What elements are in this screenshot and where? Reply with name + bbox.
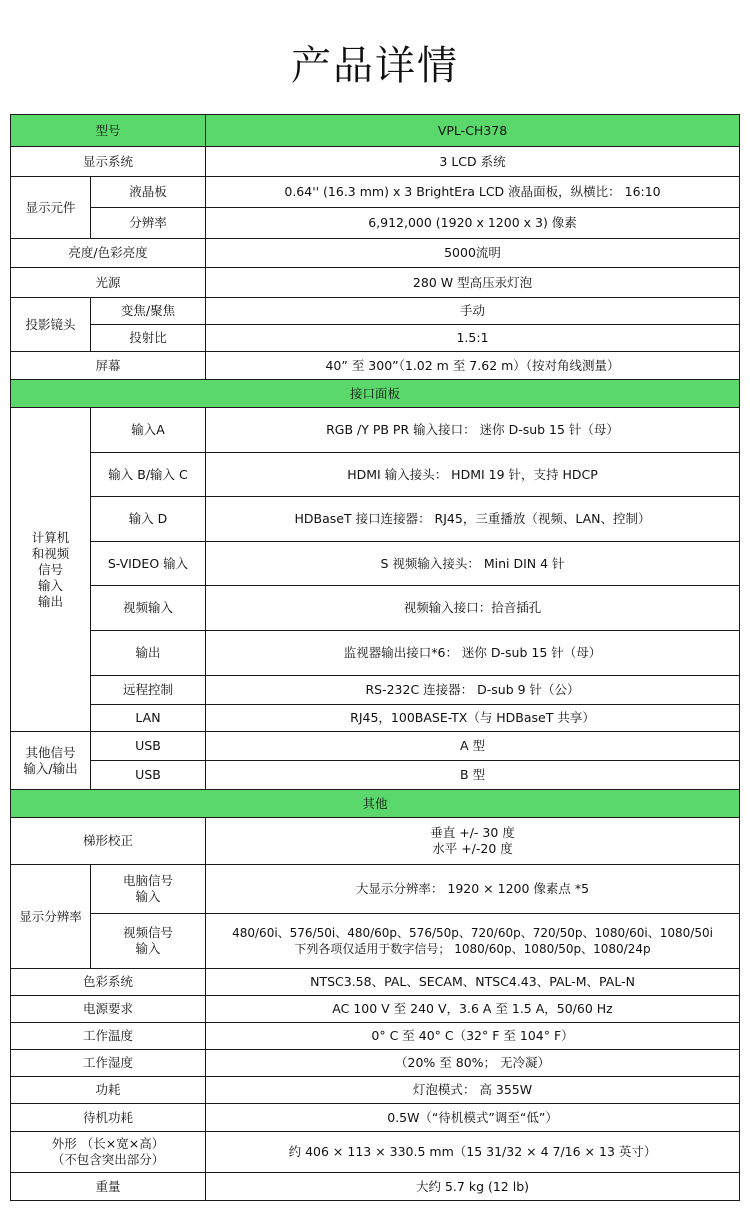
group-label: 计算机 和视频 信号 输入 输出 bbox=[11, 408, 91, 732]
row-label: LAN bbox=[91, 705, 206, 732]
row-label: 投射比 bbox=[91, 325, 206, 352]
table-row bbox=[11, 732, 740, 761]
table-row bbox=[11, 1132, 740, 1173]
table-row bbox=[11, 208, 740, 239]
table-row bbox=[11, 177, 740, 208]
row-label: 输出 bbox=[91, 631, 206, 676]
page-title: 产品详情 bbox=[291, 43, 459, 89]
row-label: 远程控制 bbox=[91, 676, 206, 705]
table-row bbox=[11, 352, 740, 380]
row-value: （20% 至 80%； 无冷凝） bbox=[206, 1050, 740, 1077]
table-row bbox=[11, 325, 740, 352]
row-value: 5000流明 bbox=[206, 239, 740, 268]
table-row bbox=[11, 631, 740, 676]
row-value: 垂直 +/- 30 度 水平 +/-20 度 bbox=[206, 818, 740, 865]
row-value: 手动 bbox=[206, 298, 740, 325]
row-label: 电脑信号 输入 bbox=[91, 865, 206, 914]
row-label: 待机功耗 bbox=[11, 1104, 206, 1132]
row-value: 6,912,000 (1920 x 1200 x 3) 像素 bbox=[206, 208, 740, 239]
row-label: 屏幕 bbox=[11, 352, 206, 380]
row-label: USB bbox=[91, 732, 206, 761]
row-label: 视频信号 输入 bbox=[91, 914, 206, 969]
section-header-interface bbox=[11, 380, 740, 408]
table-row bbox=[11, 996, 740, 1023]
table-row bbox=[11, 676, 740, 705]
group-label: 显示元件 bbox=[11, 177, 91, 239]
table-row bbox=[11, 969, 740, 996]
table-row bbox=[11, 914, 740, 969]
row-value: 3 LCD 系统 bbox=[206, 147, 740, 177]
group-label: 投影镜头 bbox=[11, 298, 91, 352]
row-label: 电源要求 bbox=[11, 996, 206, 1023]
row-label: 变焦/聚焦 bbox=[91, 298, 206, 325]
row-label: S-VIDEO 输入 bbox=[91, 542, 206, 586]
row-value: HDMI 输入接头： HDMI 19 针，支持 HDCP bbox=[206, 453, 740, 497]
table-row bbox=[11, 1173, 740, 1201]
row-label: 外形 （长×宽×高） （不包含突出部分） bbox=[11, 1132, 206, 1173]
row-value: HDBaseT 接口连接器： RJ45，三重播放（视频、LAN、控制） bbox=[206, 497, 740, 542]
row-label: 输入 B/输入 C bbox=[91, 453, 206, 497]
row-value: 0.5W（“待机模式”调至“低”） bbox=[206, 1104, 740, 1132]
row-label: 重量 bbox=[11, 1173, 206, 1201]
table-row bbox=[11, 586, 740, 631]
row-value: A 型 bbox=[206, 732, 740, 761]
model-label: 型号 bbox=[11, 115, 206, 147]
row-value: 0° C 至 40° C（32° F 至 104° F） bbox=[206, 1023, 740, 1050]
row-label: 分辨率 bbox=[91, 208, 206, 239]
row-value: 40” 至 300”（1.02 m 至 7.62 m）（按对角线测量） bbox=[206, 352, 740, 380]
row-label: 输入 D bbox=[91, 497, 206, 542]
table-row bbox=[11, 239, 740, 268]
section-title: 其他 bbox=[11, 790, 740, 818]
row-label: 液晶板 bbox=[91, 177, 206, 208]
row-value: 大约 5.7 kg (12 lb) bbox=[206, 1173, 740, 1201]
section-header-other bbox=[11, 790, 740, 818]
row-value: B 型 bbox=[206, 761, 740, 790]
spec-table bbox=[10, 114, 740, 1201]
section-title: 接口面板 bbox=[11, 380, 740, 408]
row-label: 工作湿度 bbox=[11, 1050, 206, 1077]
table-row bbox=[11, 1104, 740, 1132]
row-label: 色彩系统 bbox=[11, 969, 206, 996]
table-row bbox=[11, 408, 740, 453]
row-label: 亮度/色彩亮度 bbox=[11, 239, 206, 268]
table-row bbox=[11, 268, 740, 298]
row-value: 1.5:1 bbox=[206, 325, 740, 352]
row-label: USB bbox=[91, 761, 206, 790]
row-label: 视频输入 bbox=[91, 586, 206, 631]
table-row bbox=[11, 497, 740, 542]
row-label: 输入A bbox=[91, 408, 206, 453]
row-value: 灯泡模式： 高 355W bbox=[206, 1077, 740, 1104]
group-label: 显示分辨率 bbox=[11, 865, 91, 969]
table-row bbox=[11, 761, 740, 790]
table-row bbox=[11, 1023, 740, 1050]
row-value: RJ45，100BASE-TX（与 HDBaseT 共享） bbox=[206, 705, 740, 732]
table-row bbox=[11, 1050, 740, 1077]
row-value: S 视频输入接头： Mini DIN 4 针 bbox=[206, 542, 740, 586]
table-row bbox=[11, 542, 740, 586]
row-value: 大显示分辨率： 1920 × 1200 像素点 *5 bbox=[206, 865, 740, 914]
table-row bbox=[11, 1077, 740, 1104]
table-row bbox=[11, 147, 740, 177]
table-row bbox=[11, 818, 740, 865]
row-value: 约 406 × 113 × 330.5 mm（15 31/32 × 4 7/16 × 13 英寸） bbox=[206, 1132, 740, 1173]
group-label: 其他信号 输入/输出 bbox=[11, 732, 91, 790]
table-row bbox=[11, 453, 740, 497]
row-value: 0.64'' (16.3 mm) x 3 BrightEra LCD 液晶面板，纵横比： 16:10 bbox=[206, 177, 740, 208]
row-label: 光源 bbox=[11, 268, 206, 298]
row-value: 280 W 型高压汞灯泡 bbox=[206, 268, 740, 298]
row-value: 视频输入接口：拾音插孔 bbox=[206, 586, 740, 631]
table-header-row bbox=[11, 115, 740, 147]
row-label: 显示系统 bbox=[11, 147, 206, 177]
row-value: 480/60i、576/50i、480/60p、576/50p、720/60p、720/50p、1080/60i、1080/50i 下列各项仅适用于数字信号； 1080/60p、1080/50p、1080/24p bbox=[206, 914, 740, 969]
row-value: AC 100 V 至 240 V，3.6 A 至 1.5 A，50/60 Hz bbox=[206, 996, 740, 1023]
table-row bbox=[11, 865, 740, 914]
table-row bbox=[11, 298, 740, 325]
row-value: RS-232C 连接器： D-sub 9 针（公） bbox=[206, 676, 740, 705]
row-value: 监视器输出接口*6： 迷你 D-sub 15 针（母） bbox=[206, 631, 740, 676]
row-label: 梯形校正 bbox=[11, 818, 206, 865]
row-value: RGB /Y PB PR 输入接口： 迷你 D-sub 15 针（母） bbox=[206, 408, 740, 453]
row-label: 功耗 bbox=[11, 1077, 206, 1104]
model-value: VPL-CH378 bbox=[206, 115, 740, 147]
row-value: NTSC3.58、PAL、SECAM、NTSC4.43、PAL-M、PAL-N bbox=[206, 969, 740, 996]
row-label: 工作温度 bbox=[11, 1023, 206, 1050]
table-row bbox=[11, 705, 740, 732]
